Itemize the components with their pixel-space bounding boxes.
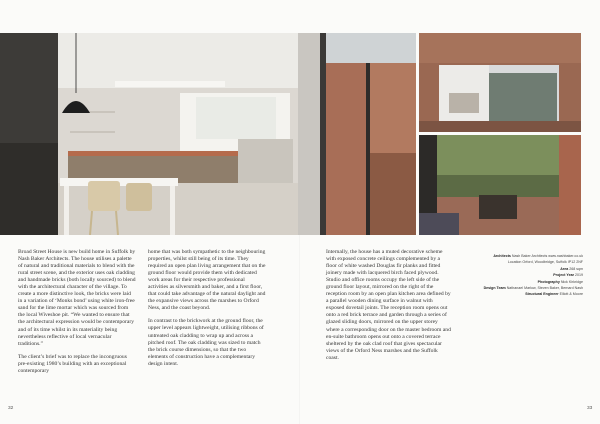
kitchen-illustration: [0, 33, 298, 235]
paragraph: home that was both sympathetic to the neighbouring properties, whilst still being of its time. They required an open plan living arrangement that on the ground floor would provide them with dedicated work areas for their respective professional activities as silversmith and baker, and a first floor, that could take advantage of the natural daylight and the expansive views across the marshes to Orford Ness, and the coast beyond.: [148, 249, 266, 312]
paragraph: Broad Street House is new build home in Suffolk by Nash Baker Architects. The house utilises a palette of natural and traditional materials to blend with the rural street scene, and the exterior uses oak cladding and handmade bricks (both locally sourced) to blend with the architectural character of the village. To create a more distinctive look, the bricks were laid in a variation of ‘Monks bond’ using white iron-free sand for the lime mortar which was sourced from the local Wiveshoe pit. “We wanted to ensure that the architectural expression would be contemporary and of its time whilst in its materiality being nevertheless reflective of local vernacular traditions.”: [18, 249, 136, 347]
credit-line: Architects Nash Baker Architects www.nashbaker.co.uk: [493, 254, 583, 258]
credit-line: Structural Engineer Elliott & Moore: [525, 292, 583, 297]
project-credits: [458, 253, 583, 298]
credit-line: Location Orford, Woodbridge, Suffolk IP12 2NF: [507, 260, 583, 265]
glazing-photo: [298, 33, 416, 235]
page-number-left: 32: [8, 406, 14, 411]
paragraph: Internally, the house has a muted decorative scheme with exposed concrete ceilings complemented by a floor of white washed Douglas fir planks and fitted joinery made with lacquered birch faced plywood. Studio and office rooms occupy the left side of the ground floor layout, mirrored on the right of the reception room by an open plan kitchen area defined by a parallel wooden dining surface in walnut with exposed dovetail joints. The reception room opens out onto a red brick terrace and garden through a series of glazed sliding doors, mirrored on the upper storey where a corresponding door on the master bedroom and en-suite bathroom opens out onto a covered terrace sheltered by the oak clad roof that gives spectacular views of the Orford Ness marshes and the Suffolk coast.: [326, 249, 451, 361]
terrace-photo: [419, 135, 581, 235]
credit-line: Design Team Nathanael Marlow, Steven Baker, Bernard Nash: [483, 286, 583, 291]
text-column-3: [326, 249, 452, 368]
text-column-2: [148, 249, 266, 374]
paragraph: In contrast to the brickwork at the ground floor, the upper level appears lightweight, utilising ribbons of untreated oak cladding to wrap up and across a pitched roof. The oak cladding was sized to match the brick course dimensions, so that the two elements of construction have a complementary design intent.: [148, 318, 264, 367]
text-column-1: [18, 249, 136, 381]
terrace-illustration: [419, 135, 581, 235]
credit-line: Area 268 sqm: [560, 266, 583, 271]
page-number-right: 33: [587, 406, 593, 411]
extension-photo: [419, 33, 581, 132]
credit-line: Photography Nick Kirkridge: [537, 279, 583, 284]
kitchen-photo: [0, 33, 298, 235]
extension-illustration: [419, 33, 581, 132]
credit-line: Project Year 2019: [553, 273, 583, 278]
glazing-illustration: [298, 33, 416, 235]
section-tab: [586, 190, 596, 234]
page-gutter: [299, 235, 300, 424]
paragraph: The client’s brief was to replace the incongruous pre-existing 1980’s building with an exceptional contemporary: [18, 353, 127, 374]
